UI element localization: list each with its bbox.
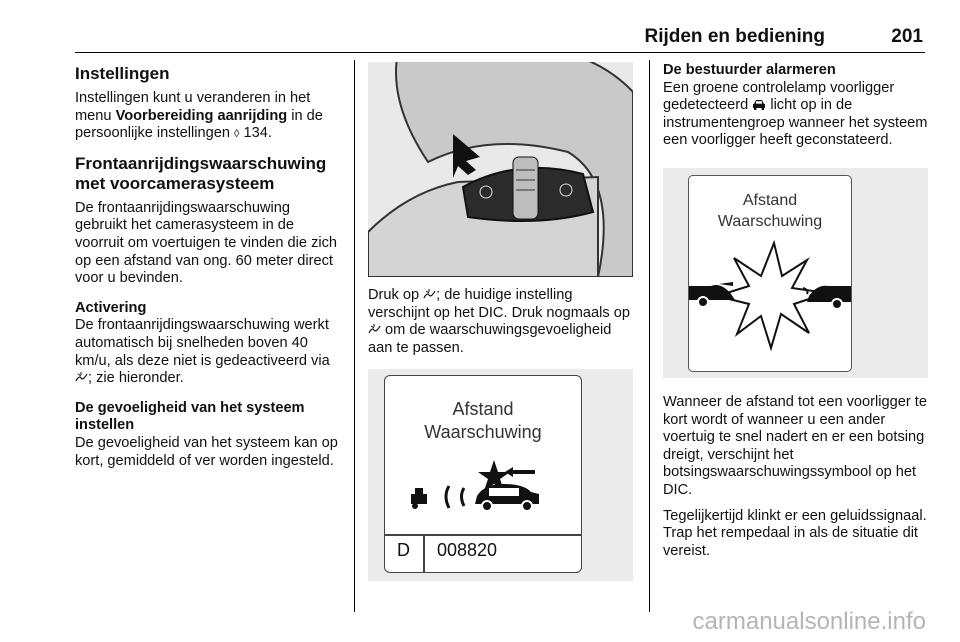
- paragraph-alert: Een groene controlelamp voorligger gedetecteerd licht op in de instrumentengroep wanneer het systeem een voorligger heeft geconstateerd.: [663, 79, 928, 149]
- page-header: [75, 26, 925, 50]
- dic-figure: [368, 369, 633, 581]
- paragraph-sensitivity: De gevoeligheid van het systeem kan op kort, gemiddeld of ver worden ingesteld.: [75, 434, 338, 469]
- dic-mode: D: [397, 540, 410, 561]
- column-1: [75, 62, 343, 470]
- paragraph-press: Druk op ; de huidige instelling verschijnt op het DIC. Druk nogmaals op om de waarschuwingsgevoeligheid aan te passen.: [368, 287, 630, 356]
- column-2: [368, 62, 633, 581]
- section-heading: Instellingen: [75, 64, 170, 83]
- vehicle-ahead-icon: [752, 99, 766, 110]
- paragraph-settings: Instellingen kunt u veranderen in het menu Voorbereiding aanrijding in de persoonlijke instellingen ◊ 134.: [75, 90, 323, 142]
- page-reference-icon: ◊: [234, 128, 240, 141]
- header-rule: [75, 52, 925, 53]
- collision-burst-icon: [689, 238, 851, 358]
- subsection-heading: Frontaanrijdingswaarschuwing met voorcamerasysteem: [75, 153, 327, 193]
- sensitivity-icon: [75, 371, 88, 383]
- dic-divider-vertical: [423, 534, 425, 572]
- sensitivity-icon: [423, 288, 436, 300]
- alert-heading: De bestuurder alarmeren: [663, 62, 836, 78]
- watermark: carmanualsonline.info: [692, 608, 926, 635]
- steering-wheel-figure: [368, 62, 633, 277]
- sensitivity-heading: De gevoeligheid van het systeem instellen: [75, 399, 305, 434]
- collision-warning-icon: [409, 458, 559, 518]
- warning-line-1: Afstand: [742, 191, 798, 209]
- dic-line-2: Waarschuwing: [424, 422, 542, 443]
- page-number: 201: [891, 26, 923, 47]
- dic-line-1: Afstand: [452, 399, 514, 420]
- dic-divider: [385, 534, 581, 536]
- paragraph-signal: Tegelijkertijd klinkt er een geluidssignaal. Trap het rempedaal in als de situatie dit vereist.: [663, 507, 927, 559]
- dic-display: [384, 375, 582, 573]
- warning-line-2: Waarschuwing: [717, 212, 823, 230]
- paragraph-description: De frontaanrijdingswaarschuwing gebruikt het camerasysteem in de voorruit om voertuigen te vinden die zich op een afstand van ong. 60 meter direct voor u bevinden.: [75, 199, 338, 287]
- section-title: Rijden en bediening: [644, 26, 825, 47]
- warning-figure: [663, 168, 928, 378]
- warning-display: [688, 175, 852, 372]
- steering-wheel-illustration: [368, 62, 633, 277]
- paragraph-activation: De frontaanrijdingswaarschuwing werkt automatisch bij snelheden boven 40 km/u, als deze niet is gedeactiveerd via ; zie hieronder.: [75, 317, 330, 387]
- column-3: [663, 62, 928, 560]
- paragraph-distance: Wanneer de afstand tot een voorligger te kort wordt of wanneer u een ander voertuig te snel nadert en er een botsing dreigt, verschijnt het botsingswaarschuwingssymbool op het DIC.: [663, 393, 927, 498]
- dic-odometer: 008820: [437, 540, 498, 561]
- column-divider-1: [354, 60, 355, 612]
- sensitivity-icon: [368, 323, 381, 335]
- column-divider-2: [649, 60, 650, 612]
- activation-heading: Activering: [75, 299, 147, 316]
